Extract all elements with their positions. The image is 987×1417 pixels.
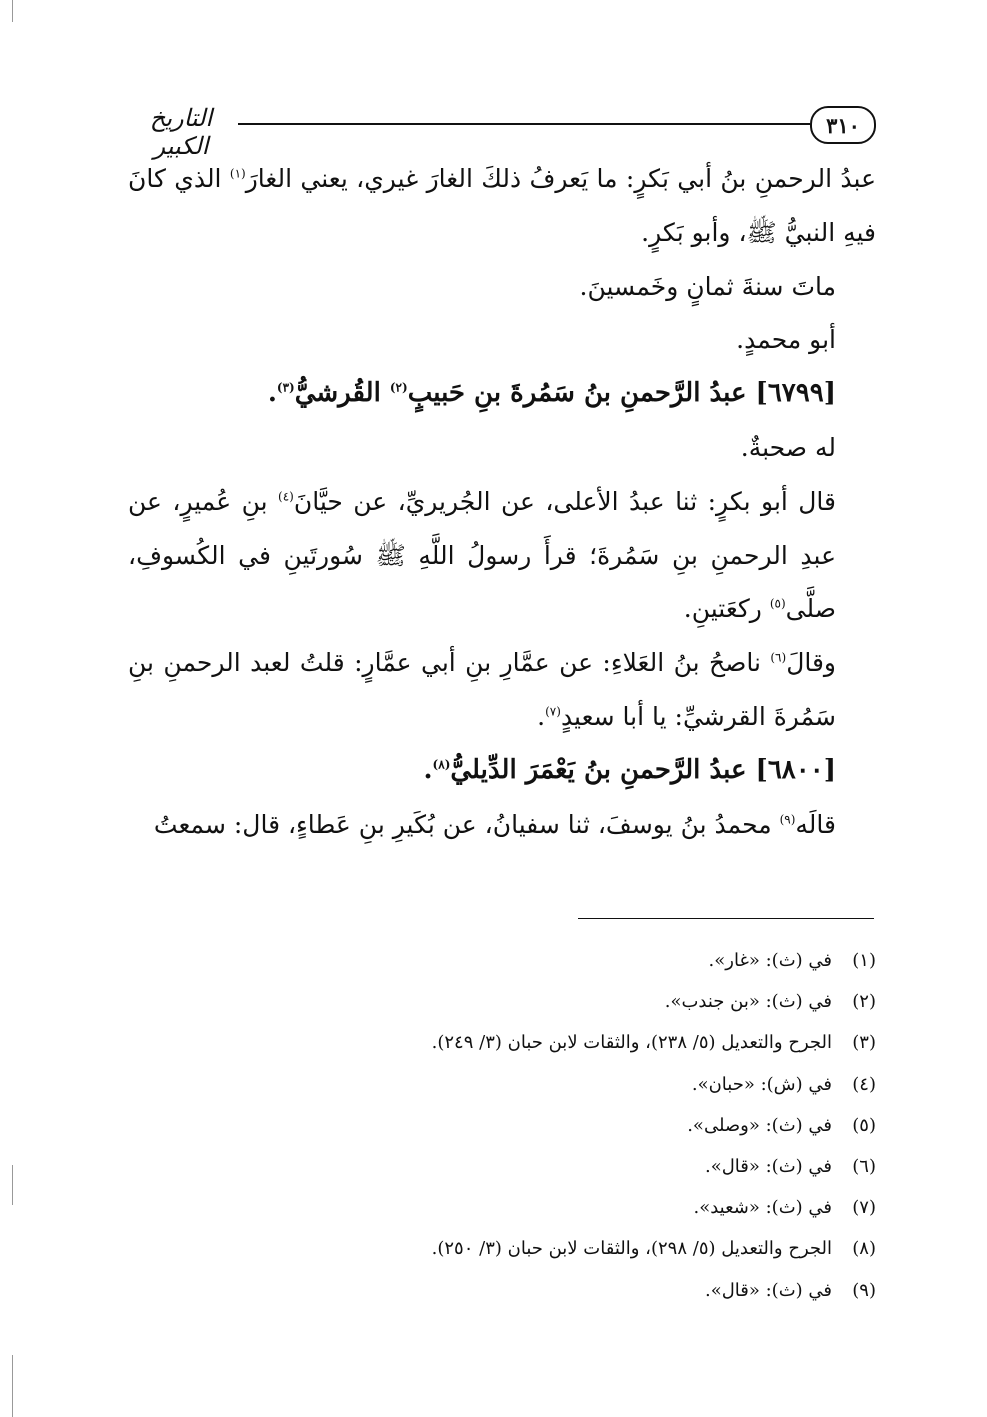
entry-heading: [٦٧٩٩] عبدُ الرَّحمنِ بنُ سَمُرةَ بنِ حَبيبٍ$^{(٢)}$ القُرشيُّ$^{(٣)}$. xyxy=(267,378,836,409)
footnote-separator xyxy=(578,918,874,919)
margin-mark xyxy=(12,0,13,22)
paragraph: قالَه$^{(٩)}$ محمدُ بنُ يوسفَ، ثنا سفيانُ، عن بُكَيرِ بنِ عَطاءٍ، قال: سمعتُ xyxy=(153,809,836,839)
footnote: (١)في (ث): «غار». xyxy=(708,950,876,971)
footnote: (٧)في (ث): «شعيد». xyxy=(693,1197,876,1219)
paragraph: ماتَ سنةَ ثمانٍ وخَمسينَ. xyxy=(579,271,836,301)
margin-mark xyxy=(12,1165,13,1205)
paragraph: له صحبةٌ. xyxy=(740,432,836,462)
footnote-ref: (٦) xyxy=(770,650,787,665)
paragraph: وقالَ$^{(٦)}$ ناصحُ بنُ العَلاءِ: عن عمَّارِ بنِ أبي عمَّارٍ: قلتُ لعبد الرحمنِ بنِ سَمُرةَ القرشيِّ: يا أبا سعيدٍ$^{(٧)}$. xyxy=(128,648,836,731)
footnote-ref: (٢) xyxy=(389,380,408,395)
paragraph: قال أبو بكرٍ: ثنا عبدُ الأعلى، عن الجُريريِّ، عن حيَّانَ$^{(٤)}$ بنِ عُميرٍ، عن عبدِ الرحمنِ بنِ سَمُرةَ؛ قرأَ رسولُ اللَّهِ ﷺ سُورتَينِ في الكُسوفِ، صلَّى$^{(٥)}$ ركعَتينِ. xyxy=(128,486,837,624)
footnote: (٩)في (ث): «قال». xyxy=(704,1279,876,1301)
footnote: (٥)في (ث): «وصلى». xyxy=(687,1114,876,1136)
footnote-ref: (٥) xyxy=(769,597,786,612)
footnote: (٨)الجرح والتعديل (٥/ ٢٩٨)، والثقات لابن حبان (٣/ ٢٥٠). xyxy=(431,1238,876,1260)
margin-mark xyxy=(12,1355,13,1417)
footnote: (٣)الجرح والتعديل (٥/ ٢٣٨)، والثقات لابن حبان (٣/ ٢٤٩). xyxy=(431,1032,876,1054)
paragraph: أبو محمدٍ. xyxy=(736,325,836,355)
footnote: (٤)في (ش): «حبان». xyxy=(691,1073,876,1095)
entry-heading: [٦٨٠٠] عبدُ الرَّحمنِ بنُ يَعْمَرَ الدِّيليُّ$^{(٨)}$. xyxy=(423,754,836,785)
footnote-ref: (٨) xyxy=(432,757,451,772)
footnote: (٢)في (ث): «بن جندب». xyxy=(664,991,876,1013)
footnote-ref: (٤) xyxy=(278,489,294,504)
footnote-ref: (٩) xyxy=(779,812,796,827)
page-header xyxy=(128,102,876,160)
header-rule xyxy=(238,123,810,125)
footnote: (٦)في (ث): «قال». xyxy=(704,1156,876,1178)
footnote-ref: (١) xyxy=(229,166,246,181)
page-number: ٣١٠ xyxy=(810,106,876,144)
footnotes xyxy=(128,940,876,1311)
main-text xyxy=(128,152,876,851)
paragraph: عبدُ الرحمنِ بنُ أبي بَكرٍ: ما يَعرفُ ذلكَ الغارَ غيري، يعني الغارَ$^{(١)}$ الذي كانَ فيهِ النبيُّ ﷺ، وأبو بَكرٍ. xyxy=(128,164,876,247)
footnote-ref: (٣) xyxy=(276,380,295,395)
footnote-ref: (٧) xyxy=(545,704,561,719)
book-title: التاريخ الكبير xyxy=(149,104,213,160)
